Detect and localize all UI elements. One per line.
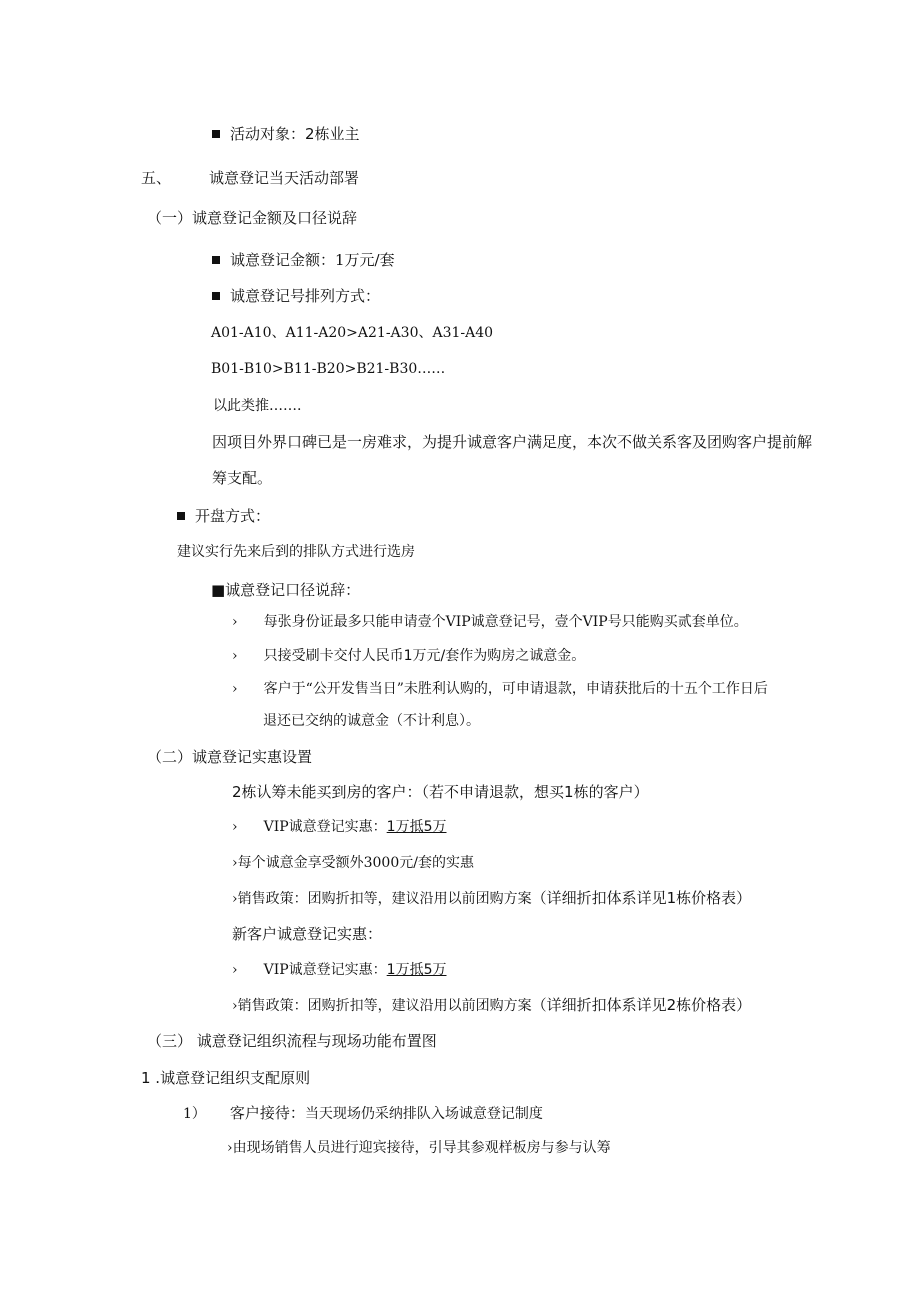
arrow-bullet-icon: › [232,819,238,835]
script-item-3: › 客户于“公开发售当日”未胜利认购的，可申请退款，申请获批后的十五个工作日后 [232,681,768,697]
square-bullet-icon [212,130,220,138]
sales-policy-line-1: ›销售政策：团购折扣等，建议沿用以前团购方案（详细折扣体系详见1栋价格表） [232,889,752,907]
target-audience-line: 活动对象：2栋业主 [212,127,360,142]
numbering-method-line: 诚意登记号排列方式： [212,289,380,304]
section-heading-5: 五、 诚意登记当天活动部署 [141,169,360,187]
arrow-bullet-icon: › [232,962,238,978]
principle-heading: 1 .诚意登记组织支配原则 [141,1069,311,1087]
script-item-3-cont: 退还已交纳的诚意金（不计利息）。 [263,713,480,729]
policy-paragraph-line-1: 因项目外界口碑已是一房难求，为提升诚意客户满足度，本次不做关系客及团购客户提前解 [212,433,813,451]
opening-method-desc: 建议实行先来后到的排队方式进行选房 [177,544,415,560]
opening-method-line: 开盘方式： [177,509,270,524]
reception-detail-line: ›由现场销售人员进行迎宾接待，引导其参观样板房与参与认筹 [227,1140,611,1156]
subsection-heading-3: （三） 诚意登记组织流程与现场功能布置图 [147,1032,437,1050]
script-heading: ■诚意登记口径说辞： [211,581,361,599]
vip-offer-line-2: › VIP诚意登记实惠：1万抵5万 [232,962,447,978]
reception-line: 1） 客户接待：当天现场仍采纳排队入场诚意登记制度 [183,1104,543,1122]
new-customer-heading: 新客户诚意登记实惠： [232,925,383,943]
square-bullet-icon [177,512,185,520]
subsection-heading-2: （二）诚意登记实惠设置 [147,748,313,766]
numbering-sequence-b: B01-B10>B11-B20>B21-B30…… [211,361,446,377]
arrow-bullet-icon: › [232,681,238,697]
script-item-2: › 只接受刷卡交付人民币1万元/套作为购房之诚意金。 [232,648,586,664]
deposit-amount-line: 诚意登记金额：1万元/套 [212,253,395,268]
policy-paragraph-line-2: 筹支配。 [212,469,273,487]
subsection-heading-1: （一）诚意登记金额及口径说辞 [147,209,358,227]
numbering-sequence-a: A01-A10、A11-A20>A21-A30、A31-A40 [211,325,494,341]
square-bullet-icon [212,256,220,264]
arrow-bullet-icon: › [232,648,238,664]
square-bullet-icon [212,292,220,300]
vip-offer-line-1: › VIP诚意登记实惠：1万抵5万 [232,819,447,835]
sales-policy-line-2: ›销售政策：团购折扣等，建议沿用以前团购方案（详细折扣体系详见2栋价格表） [232,996,752,1014]
unsold-customers-line: 2栋认筹未能买到房的客户：（若不申请退款，想买1栋的客户） [232,783,649,801]
extra-discount-line: ›每个诚意金享受额外3000元/套的实惠 [232,855,474,871]
numbering-etc: 以此类推……. [213,398,302,414]
script-item-1: › 每张身份证最多只能申请壹个VIP诚意登记号，壹个VIP号只能购买贰套单位。 [232,614,748,630]
arrow-bullet-icon: › [232,614,238,630]
